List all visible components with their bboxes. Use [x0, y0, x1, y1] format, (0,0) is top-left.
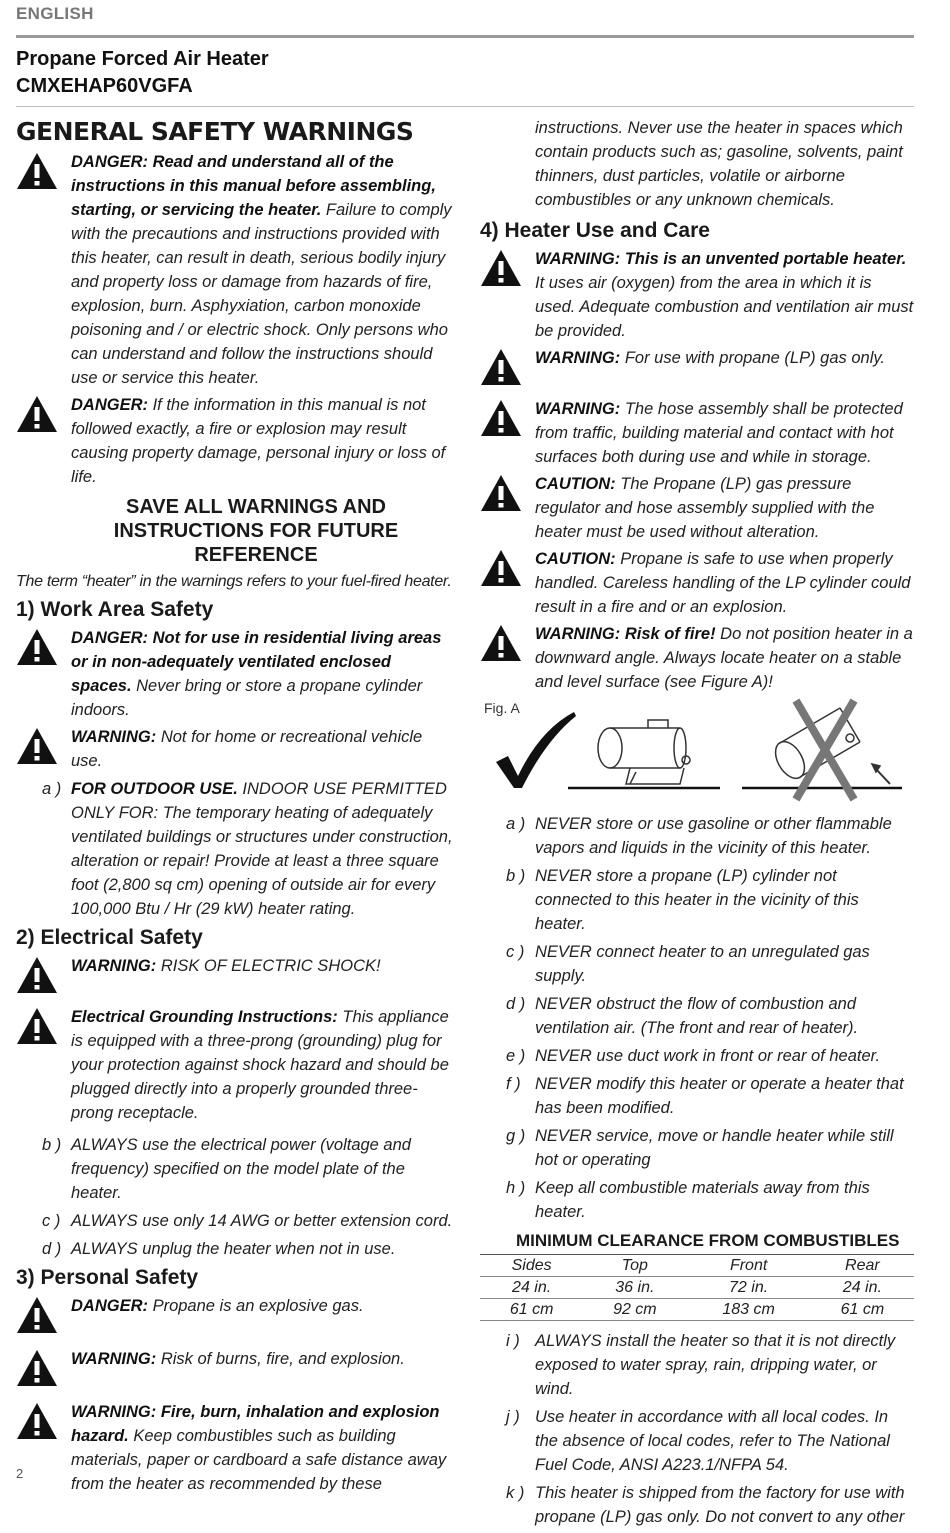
warning-triangle-icon [16, 628, 58, 666]
right-column [480, 116, 914, 1533]
warning-triangle-icon [480, 549, 522, 587]
page-number: 2 [16, 1466, 24, 1481]
warning-triangle-icon [16, 395, 58, 433]
warning-home-rv: WARNING: Not for home or recreational vehicle use. [16, 725, 456, 773]
warning-triangle-icon [16, 727, 58, 765]
title-divider [16, 106, 914, 107]
heater-level-illustration [598, 720, 690, 784]
warning-triangle-icon [480, 399, 522, 437]
table-row [480, 1299, 914, 1321]
table-cell: 61 cm [480, 1299, 583, 1321]
warning-triangle-icon [16, 152, 58, 190]
language-label: ENGLISH [16, 4, 94, 23]
table-header-row [480, 1255, 914, 1277]
warning-electric-shock: WARNING: RISK OF ELECTRIC SHOCK! [16, 954, 456, 1002]
top-divider [16, 35, 914, 38]
table-cell: 36 in. [583, 1277, 686, 1299]
warning-triangle-icon [480, 249, 522, 287]
warning-triangle-icon [480, 348, 522, 386]
left-column [16, 116, 456, 1499]
warning-propane-only: WARNING: For use with propane (LP) gas only. [480, 346, 914, 394]
column-header: Rear [811, 1255, 914, 1277]
warning-triangle-icon [480, 624, 522, 662]
column-header: Sides [480, 1255, 583, 1277]
grounding-instructions: Electrical Grounding Instructions: This appliance is equipped with a three-prong (grounding) plug for your protection against shock hazard and should be plugged directly into a properly grounded three-prong receptacle. [16, 1005, 456, 1125]
list-item-unplug: d ) ALWAYS unplug the heater when not in use. [42, 1240, 396, 1258]
column-header: Top [583, 1255, 686, 1277]
warning-triangle-icon [480, 474, 522, 512]
warning-unvented: WARNING: This is an unvented portable heater. It uses air (oxygen) from the area in which it is used. Adequate combustion and ventilation air must be provided. [480, 247, 914, 343]
general-safety-heading: GENERAL SAFETY WARNINGS [16, 117, 414, 146]
model-number: CMXEHAP60VGFA [16, 75, 193, 97]
list-item-outdoor-use: a ) FOR OUTDOOR USE. INDOOR USE PERMITTED ONLY FOR: The temporary heating of adequately ventilated buildings or structures under construction, alteration or repair! Provide at least a three square foot (2,800 sq cm) opening of outside air for every 100,000 Btu / Hr (29 kW) heater rating. [42, 780, 453, 918]
clearance-table-title: MINIMUM CLEARANCE FROM COMBUSTIBLES [516, 1231, 900, 1250]
continued-paragraph: instructions. Never use the heater in spaces which contain products such as; gasoline, solvents, paint thinners, dust particles, volatile or airborne combustibles or any unknown chemicals. [535, 119, 903, 209]
warning-fire-burn-inhalation: WARNING: Fire, burn, inhalation and explosion hazard. Keep combustibles such as building materials, paper or cardboard a safe distance away from the heater as recommended by these [16, 1400, 456, 1496]
table-cell: 24 in. [480, 1277, 583, 1299]
danger-follow-manual: DANGER: If the information in this manual is not followed exactly, a fire or explosion may result causing property damage, personal injury or loss of life. [16, 393, 456, 489]
checkmark-icon [496, 712, 576, 788]
warning-triangle-icon [16, 1402, 58, 1440]
list-item: d ) NEVER obstruct the flow of combustion and ventilation air. (The front and rear of heater). [506, 995, 859, 1037]
danger-explosive-gas: DANGER: Propane is an explosive gas. [16, 1294, 456, 1344]
list-item: e ) NEVER use duct work in front or rear of heater. [506, 1047, 881, 1065]
warning-burns: WARNING: Risk of burns, fire, and explosion. [16, 1347, 456, 1397]
table-cell: 183 cm [686, 1299, 810, 1321]
warning-hose-assembly: WARNING: The hose assembly shall be protected from traffic, building material and contact with hot surfaces both during use and while in storage. [480, 397, 914, 469]
list-item: k ) This heater is shipped from the factory for use with propane (LP) gas only. Do not convert to any other [506, 1484, 905, 1526]
cross-out-icon [798, 704, 852, 796]
table-cell: 72 in. [686, 1277, 810, 1299]
figure-a [480, 700, 914, 804]
list-item: h ) Keep all combustible materials away from this heater. [506, 1179, 870, 1221]
electrical-safety-heading: 2) Electrical Safety [16, 926, 203, 949]
list-item: j ) Use heater in accordance with all local codes. In the absence of local codes, refer to The National Fuel Code, ANSI A223.1/NFPA 54. [506, 1408, 890, 1474]
term-note: The term “heater” in the warnings refers to your fuel-fired heater. [16, 573, 452, 590]
table-cell: 24 in. [811, 1277, 914, 1299]
caution-regulator: CAUTION: The Propane (LP) gas pressure regulator and hose assembly supplied with the heater must be used without alteration. [480, 472, 914, 544]
list-item-electrical-power: b ) ALWAYS use the electrical power (voltage and frequency) specified on the model plate of the heater. [42, 1136, 411, 1202]
list-item-extension-cord: c ) ALWAYS use only 14 AWG or better extension cord. [42, 1212, 453, 1230]
product-name: Propane Forced Air Heater [16, 48, 269, 70]
table-row [480, 1277, 914, 1299]
clearance-table [480, 1254, 914, 1321]
list-item: c ) NEVER connect heater to an unregulated gas supply. [506, 943, 870, 985]
table-cell: 61 cm [811, 1299, 914, 1321]
list-item: f ) NEVER modify this heater or operate a heater that has been modified. [506, 1075, 904, 1117]
caution-propane-handling: CAUTION: Propane is safe to use when properly handled. Careless handling of the LP cylinder could result in a fire and or an explosion. [480, 547, 914, 619]
work-area-safety-heading: 1) Work Area Safety [16, 598, 214, 621]
save-instructions-heading: SAVE ALL WARNINGS AND INSTRUCTIONS FOR FUTURE REFERENCE [113, 496, 399, 566]
table-cell: 92 cm [583, 1299, 686, 1321]
personal-safety-heading: 3) Personal Safety [16, 1266, 199, 1289]
list-item: b ) NEVER store a propane (LP) cylinder not connected to this heater in the vicinity of this heater. [506, 867, 859, 933]
list-item: a ) NEVER store or use gasoline or other flammable vapors and liquids in the vicinity of this heater. [506, 815, 892, 857]
warning-triangle-icon [16, 1007, 58, 1045]
heater-use-care-heading: 4) Heater Use and Care [480, 219, 710, 242]
warning-triangle-icon [16, 1349, 58, 1387]
column-header: Front [686, 1255, 810, 1277]
figure-label: Fig. A [484, 700, 520, 716]
warning-risk-of-fire: WARNING: Risk of fire! Do not position heater in a downward angle. Always locate heater on a stable and level surface (see Figure A)! [480, 622, 914, 694]
figure-a-illustration [480, 700, 914, 804]
list-item: g ) NEVER service, move or handle heater while still hot or operating [506, 1127, 894, 1169]
warning-triangle-icon [16, 956, 58, 994]
list-item: i ) ALWAYS install the heater so that it is not directly exposed to water spray, rain, dripping water, or wind. [506, 1332, 896, 1398]
danger-residential: DANGER: Not for use in residential living areas or in non-adequately ventilated enclosed spaces. Never bring or store a propane cylinder indoors. [16, 626, 456, 722]
document-title [16, 46, 269, 100]
warning-triangle-icon [16, 1296, 58, 1334]
danger-read-manual: DANGER: Read and understand all of the instructions in this manual before assembling, starting, or servicing the heater. Failure to comply with the precautions and instructions provided with this heater, can result in death, serious bodily injury and property loss or damage from hazards of fire, explosion, burn. Asphyxiation, carbon monoxide poisoning and / or electric shock. Only persons who can understand and follow the instructions should use or service this heater. [16, 150, 456, 390]
